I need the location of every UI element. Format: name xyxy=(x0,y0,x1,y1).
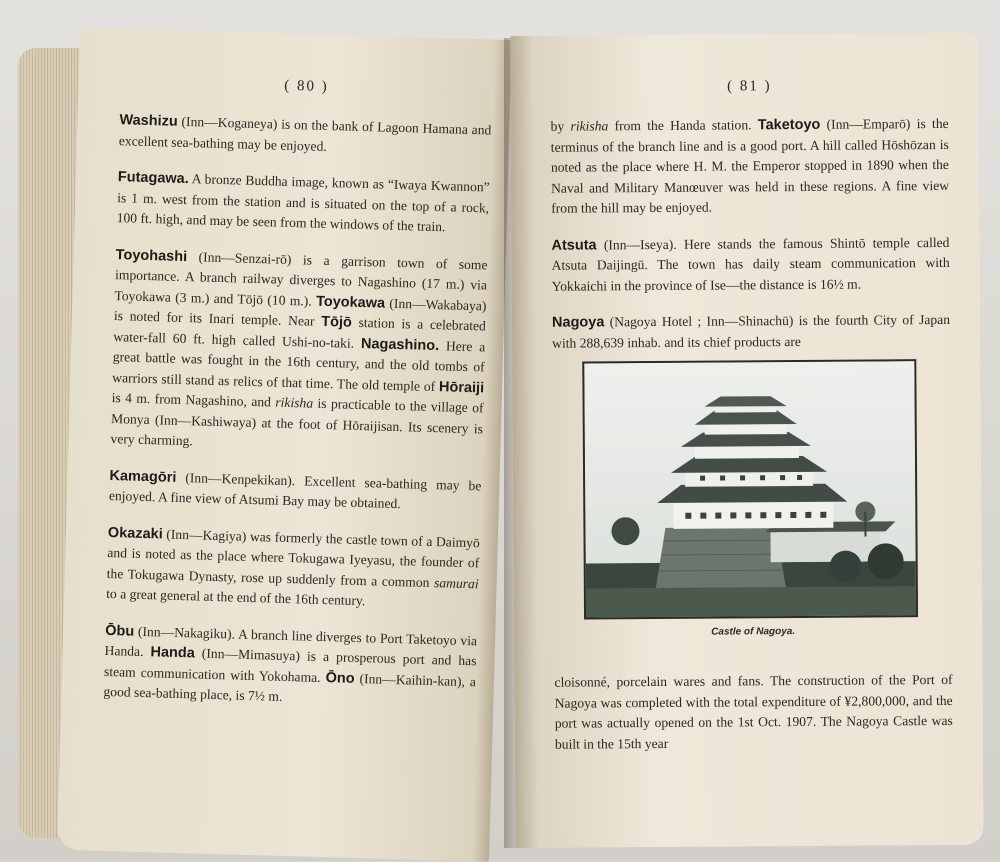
page-number-left: ( 80 ) xyxy=(120,73,492,100)
place-name: Atsuta xyxy=(551,237,596,253)
entry-text: is 4 m. from Nagashino, and xyxy=(111,390,275,410)
place-name: Okazaki xyxy=(108,524,163,542)
entry-text: (Inn—Emparō) is the terminus of the branch line and is a good port. A hill called Hōshōzan is noted as the place where H. M. the Emperor stopped in 1890 when the Naval and Military Manœuver was held in these regions. A fine view from the hill may be enjoyed. xyxy=(551,116,949,216)
entry-text: (Inn—Koganeya) is on the bank of Lagoon Hamana and excellent sea-bathing may be enjoyed. xyxy=(119,114,492,154)
entry-text: cloisonné, porcelain wares and fans. The construction of the Port of Nagoya was completed with the total expenditure of ¥2,800,000, and the port was actually opened on the 1st Oct. 1907. The Nagoya Castle was built in the 15th year xyxy=(554,672,952,751)
entry-text: (Inn—Kenpekikan). Excellent sea-bathing may be enjoyed. A fine view of Atsumi Bay may be obtained. xyxy=(109,469,482,511)
photo-caption: Castle of Nagoya. xyxy=(554,625,952,639)
entry-toyohashi xyxy=(110,245,488,460)
entry-text: (Inn—Wakabaya) is noted for its Inari temple. Near xyxy=(114,295,487,329)
place-name: Tōjō xyxy=(321,314,352,331)
place-name: Nagoya xyxy=(552,314,605,330)
entry-obu xyxy=(103,620,477,712)
page-number-right: ( 81 ) xyxy=(550,77,948,97)
entry-taketoyo xyxy=(551,114,950,219)
right-page xyxy=(510,33,984,848)
entry-okazaki xyxy=(106,522,480,614)
place-name: Washizu xyxy=(119,112,178,130)
entry-text: (Inn—Mimasuya) is a prosperous port and has steam communication with Yokohama. xyxy=(104,645,477,684)
entry-nagoya-cont xyxy=(554,670,953,755)
entry-nagoya xyxy=(552,310,950,354)
entry-atsuta xyxy=(551,232,949,296)
place-name: Ōno xyxy=(325,670,354,687)
entry-text: (Inn—Kagiya) was formerly the castle town of a Daimyō and is noted as the place where Tokugawa Iyeyasu, the founder of the Tokugawa Dynasty, rose up suddenly from a common xyxy=(107,526,480,590)
entry-text: from the Handa station. xyxy=(608,117,758,133)
open-book xyxy=(18,8,984,856)
entry-text: to a great general at the end of the 16th century. xyxy=(106,586,366,608)
entry-text: (Inn—Iseya). Here stands the famous Shintō temple called Atsuta Daijingū. The town has daily steam communication with Yokkaichi in the province of Ise—the distance is 16½ m. xyxy=(552,234,950,293)
left-page xyxy=(57,28,512,862)
entry-text: (Nagoya Hotel ; Inn—Shinachū) is the fourth City of Japan with 288,639 inhab. and its chief products are xyxy=(552,312,950,350)
italic-word: samurai xyxy=(434,575,479,591)
place-name: Toyokawa xyxy=(316,293,385,311)
place-name: Taketoyo xyxy=(758,117,821,133)
entry-text: Here a great battle was fought in the 16th century, and the old tombs of warriors still stand as relics of that time. The old temple of xyxy=(112,338,485,394)
place-name: Handa xyxy=(150,644,195,661)
castle-illustration xyxy=(584,361,916,617)
place-name: Hōraiji xyxy=(439,379,485,396)
entry-text: A bronze Buddha image, known as “Iwaya Kwannon” is 1 m. west from the station and is situated on the top of a rock, 100 ft. high, and may be seen from the windows of the train. xyxy=(117,171,490,234)
place-name: Toyohashi xyxy=(115,247,187,265)
place-name: Kamagōri xyxy=(109,468,176,486)
entry-kamagori xyxy=(109,466,482,517)
place-name: Futagawa. xyxy=(118,169,189,187)
entry-text: (Inn—Senzai-rō) is a garrison town of some importance. A branch railway diverges to Nagashino (17 m.) via Toyokawa (3 m.) and Tōjō (10 m.). xyxy=(114,249,487,308)
entry-washizu xyxy=(119,110,492,161)
place-name: Ōbu xyxy=(105,622,134,639)
entry-text: is practicable to the village of Monya (Inn—Kashiwaya) at the foot of Hōraijisan. Its scenery is very charming. xyxy=(110,396,483,449)
entry-text: (Inn—Kaihin-kan), a good sea-bathing place, is 7½ m. xyxy=(103,670,476,703)
castle-photo xyxy=(582,359,918,619)
italic-word: rikisha xyxy=(570,118,608,133)
entry-text: (Inn—Nakagiku). A branch line diverges to Port Taketoyo via Handa. xyxy=(104,623,477,659)
entry-text: station is a celebrated water-fall 60 ft. high called Ushi-no-taki. xyxy=(113,315,486,351)
entry-text: by xyxy=(551,119,571,134)
place-name: Nagashino. xyxy=(361,335,440,353)
entry-futagawa xyxy=(116,167,490,239)
italic-word: rikisha xyxy=(275,395,313,411)
